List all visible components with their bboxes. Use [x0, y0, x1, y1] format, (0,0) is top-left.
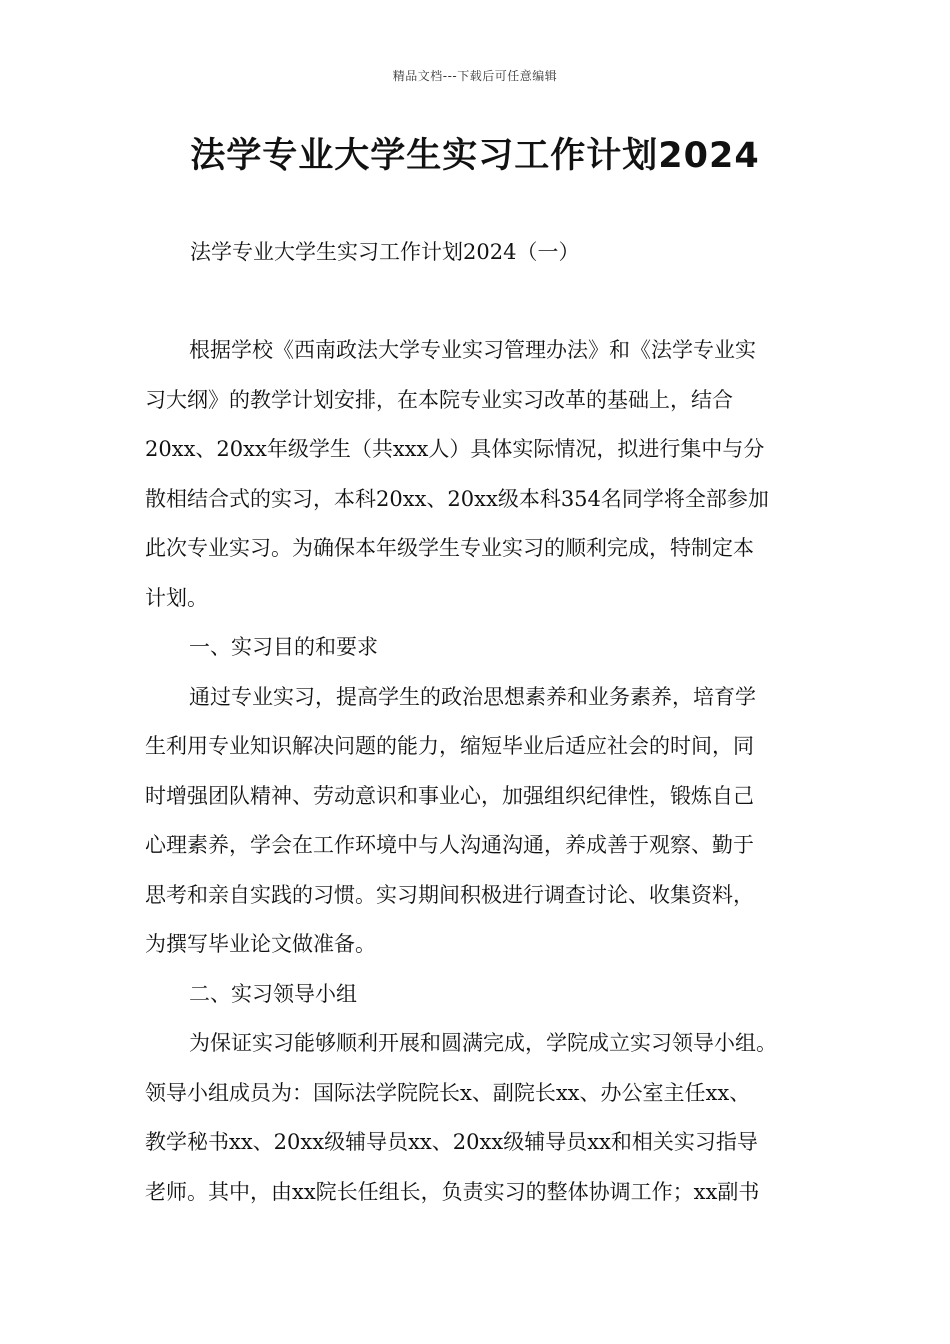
body-line: 思考和亲自实践的习惯。实习期间积极进行调查讨论、收集资料，: [145, 882, 754, 907]
body-line: 一、实习目的和要求: [189, 635, 378, 659]
body-line: 二、实习领导小组: [189, 981, 357, 1006]
header-note: 精品文档---下载后可任意编辑: [392, 69, 558, 83]
document-title: 法学专业大学生实习工作计划2024: [190, 136, 760, 176]
body-line: 根据学校《西南政法大学专业实习管理办法》和《法学专业实: [189, 338, 756, 362]
body-line: 散相结合式的实习，本科20xx、20xx级本科354名同学将全部参加: [145, 486, 769, 511]
document-subtitle: 法学专业大学生实习工作计划2024（一）: [190, 240, 580, 264]
body-line: 计划。: [145, 585, 208, 610]
body-line: 心理素养，学会在工作环境中与人沟通沟通，养成善于观察、勤于: [145, 833, 754, 857]
body-line: 习大纲》的教学计划安排，在本院专业实习改革的基础上，结合: [145, 387, 733, 412]
document-body: [145, 326, 835, 1217]
body-line: 老师。其中，由xx院长任组长，负责实习的整体协调工作；xx副书: [145, 1179, 760, 1204]
body-line: 为保证实习能够顺利开展和圆满完成，学院成立实习领导小组。: [189, 1031, 777, 1055]
body-line: 此次专业实习。为确保本年级学生专业实习的顺利完成，特制定本: [145, 536, 754, 560]
body-line: 生利用专业知识解决问题的能力，缩短毕业后适应社会的时间，同: [145, 734, 754, 758]
body-line: 为撰写毕业论文做准备。: [145, 932, 376, 956]
body-line: 领导小组成员为：国际法学院院长x、副院长xx、办公室主任xx、: [145, 1080, 751, 1105]
body-line: 时增强团队精神、劳动意识和事业心，加强组织纪律性，锻炼自己: [145, 783, 754, 808]
body-line: 20xx、20xx年级学生（共xxx人）具体实际情况，拟进行集中与分: [145, 437, 765, 461]
body-line: 通过专业实习，提高学生的政治思想素养和业务素养，培育学: [189, 684, 756, 709]
body-line: 教学秘书xx、20xx级辅导员xx、20xx级辅导员xx和相关实习指导: [145, 1130, 758, 1154]
